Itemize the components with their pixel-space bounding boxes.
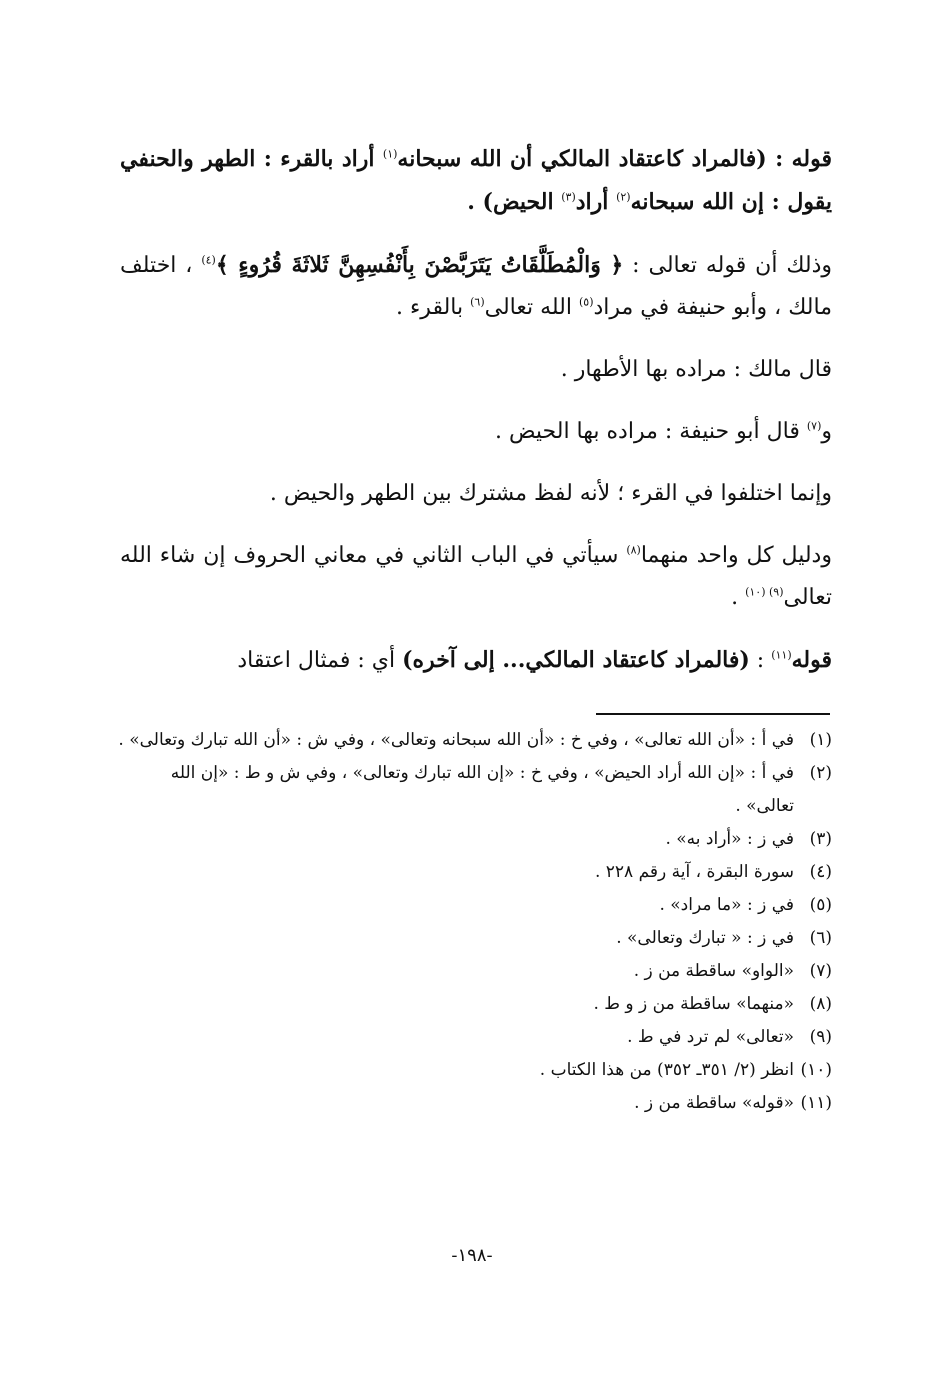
- paragraph: [120, 473, 832, 515]
- text-segment: قال مالك : مراده بها الأطهار .: [560, 357, 832, 382]
- text-segment: أراد: [575, 189, 617, 215]
- paragraph: [120, 411, 832, 453]
- footnote-text: «قوله» ساقطة من ز .: [634, 1093, 794, 1113]
- text-segment: ﴿ وَالْمُطَلَّقَاتُ يَتَرَبَّصْنَ بِأَنْفُسِهِنَّ ثَلاثَةَ قُرُوءٍ ﴾: [215, 252, 624, 278]
- text-segment: ودليل كل واحد منهما: [640, 543, 832, 568]
- footnote-text: «الواو» ساقطة من ز .: [633, 961, 794, 981]
- text-segment: (فالمراد كاعتقاد المالكي... إلى آخره): [402, 647, 750, 673]
- footnote: [118, 922, 832, 955]
- footnote-number: (٣): [809, 829, 832, 849]
- footnote-ref: (٨): [626, 543, 641, 557]
- footnote: [118, 1054, 832, 1087]
- text-segment: سيأتي في الباب الثاني في معاني الحروف إن شاء الله تعالى: [120, 543, 832, 610]
- footnote-number: (١١): [800, 1093, 832, 1113]
- footnote-text: «تعالى» لم ترد في ط .: [627, 1027, 794, 1047]
- text-segment: أي : فمثال اعتقاد: [237, 648, 403, 673]
- footnote: [118, 724, 832, 757]
- footnote-text: سورة البقرة ، آية رقم ٢٢٨ .: [594, 862, 794, 882]
- text-segment: قال أبو حنيفة : مراده بها الحيض .: [494, 419, 807, 444]
- footnote: [118, 988, 832, 1021]
- paragraph: [120, 138, 832, 224]
- footnote-text: في أ : «أن الله تعالى» ، وفي خ : «أن الله سبحانه وتعالى» ، وفي ش : «أن الله تبارك وتعالى» .: [118, 730, 794, 750]
- footnote-number: (١٠): [800, 1060, 832, 1080]
- footnote-ref: (٢): [616, 190, 631, 204]
- footnote: [118, 955, 832, 988]
- footnote-ref: (٥): [578, 295, 594, 309]
- footnote-text: في ز : «أراد به» .: [665, 829, 794, 849]
- footnote-separator: [596, 713, 830, 715]
- footnote: [118, 1021, 832, 1054]
- footnote-ref: (٣): [561, 190, 576, 204]
- footnote-ref: (١): [382, 147, 398, 161]
- footnote-number: (٥): [809, 895, 832, 915]
- text-segment: :: [749, 648, 772, 673]
- text-segment: الحيض) .: [467, 189, 562, 215]
- footnotes: [118, 724, 832, 1120]
- text-segment: أراد بالقرء : الطهر والحنفي يقول : إن الله سبحانه: [120, 146, 832, 215]
- footnote-number: (٧): [809, 961, 832, 981]
- footnote-text: «منهما» ساقطة من ز و ط .: [593, 994, 794, 1014]
- text-segment: قوله : (فالمراد كاعتقاد المالكي أن الله سبحانه: [397, 146, 832, 172]
- main-text: [120, 138, 832, 702]
- text-segment: وإنما اختلفوا في القرء ؛ لأنه لفظ مشترك بين الطهر والحيض .: [269, 481, 832, 506]
- footnote-number: (٢): [809, 763, 832, 783]
- footnote-ref: (٤): [201, 253, 216, 267]
- footnote-number: (٨): [809, 994, 832, 1014]
- paragraph: [120, 639, 832, 682]
- paragraph: [120, 244, 832, 329]
- text-segment: قوله: [791, 647, 832, 673]
- footnote-text: في ز : «ما مراد» .: [659, 895, 794, 915]
- text-segment: وذلك أن قوله تعالى :: [623, 253, 832, 278]
- paragraph: [120, 349, 832, 391]
- footnote: [118, 757, 832, 823]
- footnote: [118, 856, 832, 889]
- footnote: [118, 889, 832, 922]
- text-segment: ، اختلف مالك ، وأبو حنيفة في مراد: [120, 253, 832, 320]
- footnote-ref: (٩) (١٠): [745, 585, 784, 599]
- footnote-text: انظر (٢/ ٣٥١ـ ٣٥٢) من هذا الكتاب .: [539, 1060, 794, 1080]
- footnote-number: (٩): [809, 1027, 832, 1047]
- text-segment: بالقرء .: [395, 295, 471, 320]
- text-segment: و: [821, 419, 832, 444]
- footnote: [118, 1087, 832, 1120]
- paragraph: [120, 535, 832, 619]
- page-number: -١٩٨-: [451, 1245, 493, 1266]
- footnote-number: (٤): [809, 862, 832, 882]
- footnote-text: في ز : « تبارك وتعالى» .: [616, 928, 794, 948]
- footnote-ref: (٦): [470, 295, 485, 309]
- footnote-number: (١): [809, 730, 832, 750]
- text-segment: الله تعالى: [484, 295, 579, 320]
- footnote-number: (٦): [809, 928, 832, 948]
- footnote-text: في أ : «إن الله أراد الحيض» ، وفي خ : «إن الله تبارك وتعالى» ، وفي ش و ط : «إن الله تعالى» .: [170, 763, 794, 816]
- footnote-ref: (٧): [806, 419, 822, 433]
- text-segment: .: [731, 585, 746, 610]
- footnote-ref: (١١): [771, 648, 792, 662]
- footnote: [118, 823, 832, 856]
